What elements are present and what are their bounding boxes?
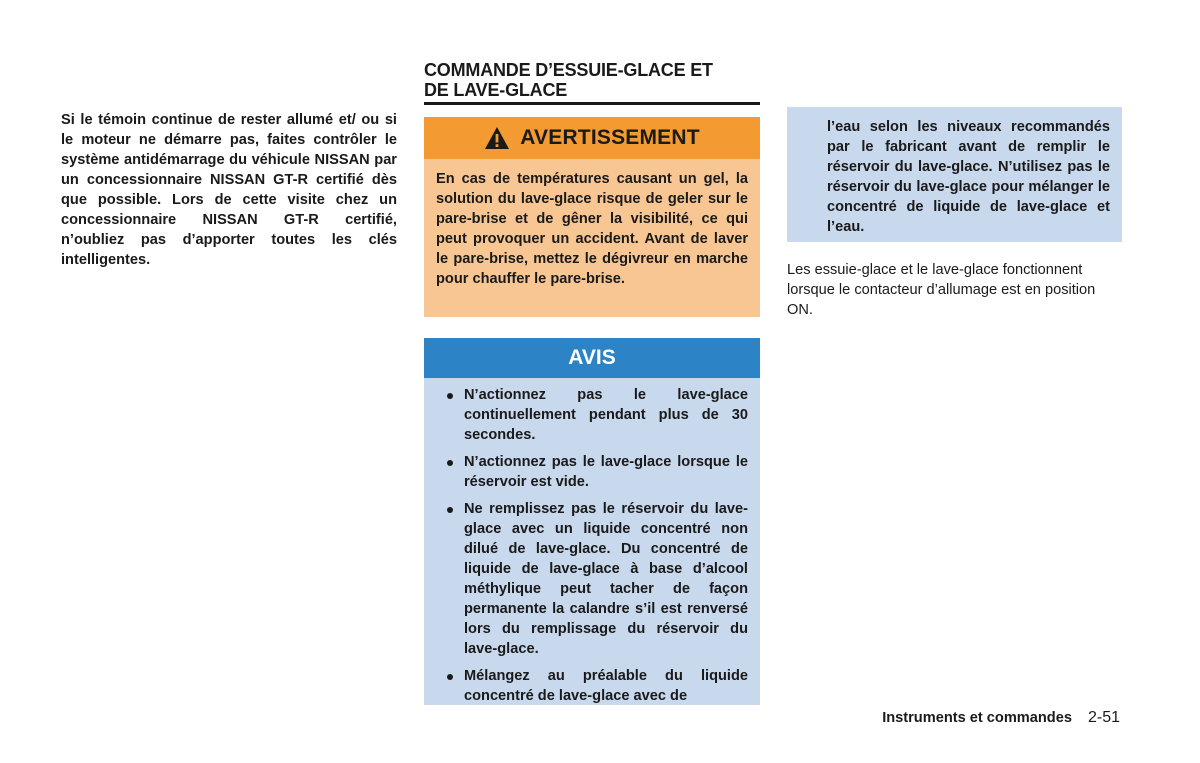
notice-title: AVIS xyxy=(568,346,616,369)
notice-header xyxy=(424,338,760,378)
notice-continued-text: l’eau selon les niveaux recommandés par le fabricant avant de remplir le réservoir du lave-glace. N’utilisez pas le réservoir du lave-glace pour mélanger le concentré de liquide de lave-glace et l’eau. xyxy=(827,119,1110,235)
notice-continued-box xyxy=(787,107,1122,242)
notice-item xyxy=(436,385,748,445)
notice-item xyxy=(436,452,748,492)
notice-list xyxy=(424,378,760,705)
section-title-rule xyxy=(424,102,760,105)
notice-item-text: N’actionnez pas le lave-glace continuellement pendant plus de 30 secondes. xyxy=(464,387,748,443)
bullet-icon xyxy=(447,507,453,513)
warning-header xyxy=(424,117,760,159)
section-title xyxy=(424,60,760,100)
section-title-line2: DE LAVE-GLACE xyxy=(424,80,568,100)
footer-section-title: Instruments et commandes xyxy=(882,710,1072,726)
warning-triangle-icon xyxy=(484,126,510,150)
section-title-line1: COMMANDE D’ESSUIE-GLACE ET xyxy=(424,60,713,80)
warning-box xyxy=(424,117,760,317)
notice-item-text: Ne remplissez pas le réservoir du lave-glace avec un liquide concentré non dilué de lave-glace. Du concentré de liquide de lave-glace à base d’alcool méthylique peut tacher de façon permanente la calandre s’il est renversé lors du remplissage du réservoir du lave-glace. xyxy=(464,501,748,657)
notice-item xyxy=(436,499,748,659)
warning-title: AVERTISSEMENT xyxy=(520,126,700,149)
page-footer xyxy=(882,709,1120,727)
bullet-icon xyxy=(447,460,453,466)
notice-item xyxy=(436,666,748,705)
warning-text: En cas de températures causant un gel, la solution du lave-glace risque de geler sur le pare-brise et de gêner la visibilité, ce qui peut provoquer un accident. Avant de laver le pare-brise, mettez le dégivreur en marche pour chauffer le pare-brise. xyxy=(436,171,748,287)
page-number: 2-51 xyxy=(1087,709,1120,726)
notice-item-text: Mélangez au préalable du liquide concentré de lave-glace avec de xyxy=(464,668,748,704)
bullet-icon xyxy=(447,674,453,680)
notice-item-text: N’actionnez pas le lave-glace lorsque le réservoir est vide. xyxy=(464,454,748,490)
notice-box xyxy=(424,338,760,705)
bullet-icon xyxy=(447,393,453,399)
left-column-paragraph: Si le témoin continue de rester allumé et/ ou si le moteur ne démarre pas, faites contrôler le système antidémarrage du véhicule NISSAN par un concessionnaire NISSAN GT-R certifié dès que possible. Lors de cette visite chez un concessionnaire NISSAN GT-R certifié, n’oubliez pas d’apporter toutes les clés intelligentes. xyxy=(61,112,397,268)
body-paragraph: Les essuie-glace et le lave-glace fonctionnent lorsque le contacteur d’allumage est en position ON. xyxy=(787,262,1096,318)
